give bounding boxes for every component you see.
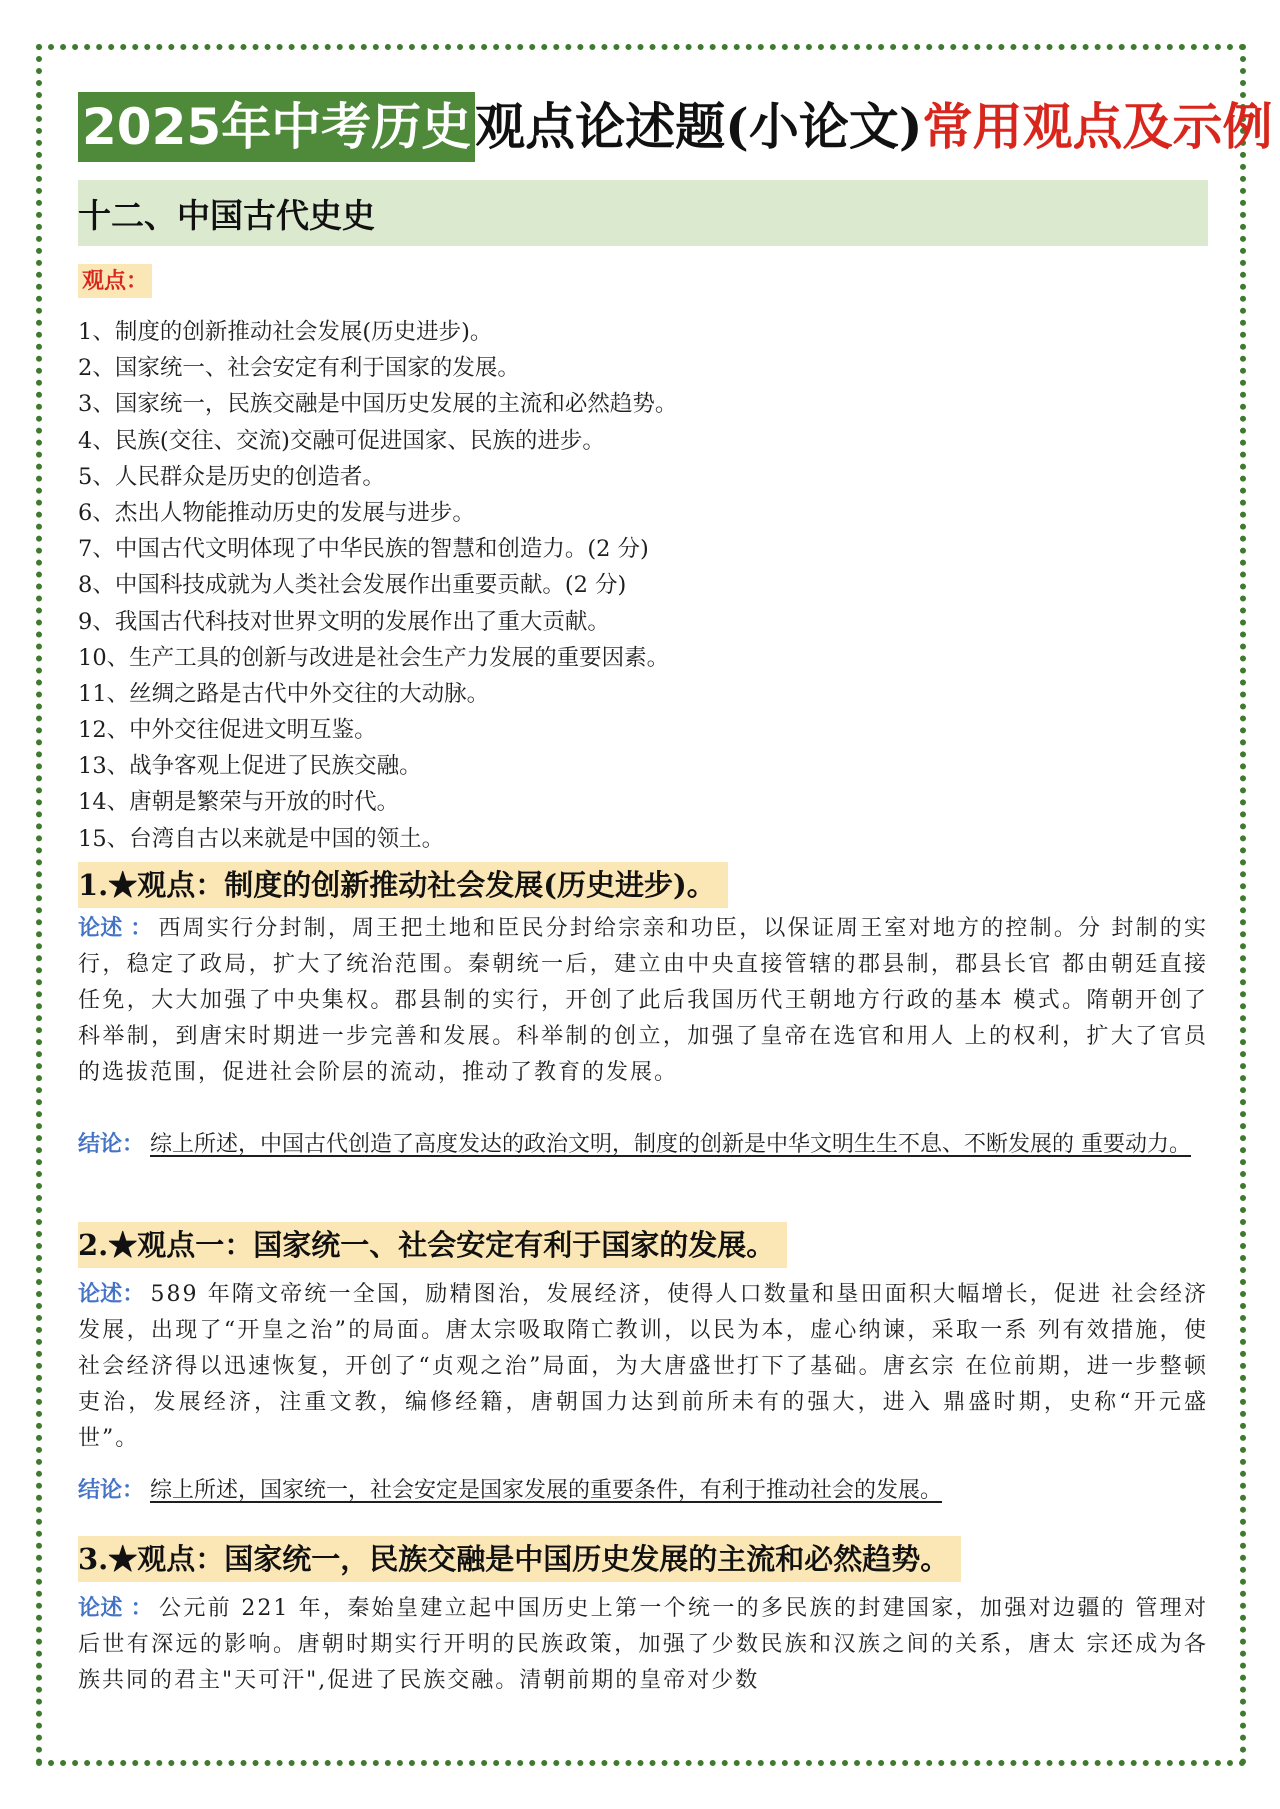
- list-item: 12、中外交往促进文明互鉴。: [78, 717, 377, 744]
- example-3-heading: 3.★观点：国家统一，民族交融是中国历史发展的主流和必然趋势。: [78, 1536, 961, 1582]
- example-2-conclusion: [78, 1472, 1208, 1509]
- example-2-argument: [78, 1276, 1208, 1457]
- list-item: 9、我国古代科技对世界文明的发展作出了重大贡献。: [78, 608, 610, 635]
- list-item: 4、民族(交往、交流)交融可促进国家、民族的进步。: [78, 427, 605, 454]
- list-item: 6、杰出人物能推动历史的发展与进步。: [78, 499, 475, 526]
- example-3-argument: [78, 1590, 1208, 1700]
- title-part-red: 常用观点及示例: [922, 97, 1273, 156]
- page-title: [78, 92, 1273, 162]
- example-2-heading: 2.★观点一：国家统一、社会安定有利于国家的发展。: [78, 1222, 787, 1268]
- title-part-black: 观点论述题(小论文): [475, 97, 923, 156]
- conclusion-text: 综上所述，中国古代创造了高度发达的政治文明，制度的创新是中华文明生生不息、不断发展的 重要动力。: [150, 1132, 1192, 1157]
- conclusion-text: 综上所述，国家统一，社会安定是国家发展的重要条件，有利于推动社会的发展。: [150, 1478, 943, 1503]
- conclusion-label: 结论：: [78, 1131, 145, 1157]
- list-item: 8、中国科技成就为人类社会发展作出重要贡献。(2 分): [78, 572, 627, 599]
- viewpoints-list: [78, 314, 1208, 857]
- argument-text: 公元前 221 年，秦始皇建立起中国历史上第一个统一的多民族的封建国家，加强对边疆的 管理对后世有深远的影响。唐朝时期实行开明的民族政策，加强了少数民族和汉族之间的关系，唐太 宗还成为各族共同的君主"天可汗",促进了民族交融。清朝前期的皇帝对少数: [78, 1596, 1208, 1693]
- example-1-conclusion: [78, 1126, 1208, 1163]
- title-part-green: 2025年中考历史: [78, 92, 475, 162]
- list-item: 7、中国古代文明体现了中华民族的智慧和创造力。(2 分): [78, 536, 649, 563]
- list-item: 3、国家统一，民族交融是中国历史发展的主流和必然趋势。: [78, 391, 678, 418]
- section-heading: 十二、中国古代史史: [78, 180, 1208, 246]
- list-item: 13、战争客观上促进了民族交融。: [78, 753, 422, 780]
- argument-label: 论述 ：: [78, 915, 153, 941]
- argument-label: 论述 ：: [78, 1595, 153, 1621]
- list-item: 15、台湾自古以来就是中国的领土。: [78, 825, 445, 852]
- list-item: 1、制度的创新推动社会发展(历史进步)。: [78, 319, 493, 345]
- conclusion-label: 结论：: [78, 1477, 145, 1503]
- argument-label: 论述：: [78, 1281, 145, 1307]
- example-1-heading: 1.★观点：制度的创新推动社会发展(历史进步)。: [78, 862, 728, 908]
- example-1-argument: [78, 910, 1208, 1091]
- list-item: 2、国家统一、社会安定有利于国家的发展。: [78, 355, 520, 382]
- viewpoints-label: 观点：: [78, 264, 152, 298]
- list-item: 5、人民群众是历史的创造者。: [78, 463, 385, 490]
- argument-text: 西周实行分封制，周王把土地和臣民分封给宗亲和功臣，以保证周王室对地方的控制。分 封制的实行，稳定了政局，扩大了统治范围。秦朝统一后，建立由中央直接管辖的郡县制，郡县长官 都由朝廷直接任免，大大加强了中央集权。郡县制的实行，开创了此后我国历代王朝地方行政的基本 模式。隋朝开创了科举制，到唐宋时期进一步完善和发展。科举制的创立，加强了皇帝在选官和用人 上的权利，扩大了官员的选拔范围，促进社会阶层的流动，推动了教育的发展。: [78, 916, 1208, 1085]
- list-item: 14、唐朝是繁荣与开放的时代。: [78, 789, 400, 816]
- argument-text: 589 年隋文帝统一全国，励精图治，发展经济，使得人口数量和垦田面积大幅增长，促进 社会经济发展，出现了“开皇之治”的局面。唐太宗吸取隋亡教训，以民为本，虚心纳谏，采取一系 列有效措施，使社会经济得以迅速恢复，开创了“贞观之治”局面，为大唐盛世打下了基础。唐玄宗 在位前期，进一步整顿吏治，发展经济，注重文教，编修经籍，唐朝国力达到前所未有的强大，进入 鼎盛时期，史称“开元盛世”。: [78, 1282, 1208, 1451]
- list-item: 11、丝绸之路是古代中外交往的大动脉。: [78, 680, 490, 707]
- list-item: 10、生产工具的创新与改进是社会生产力发展的重要因素。: [78, 644, 670, 671]
